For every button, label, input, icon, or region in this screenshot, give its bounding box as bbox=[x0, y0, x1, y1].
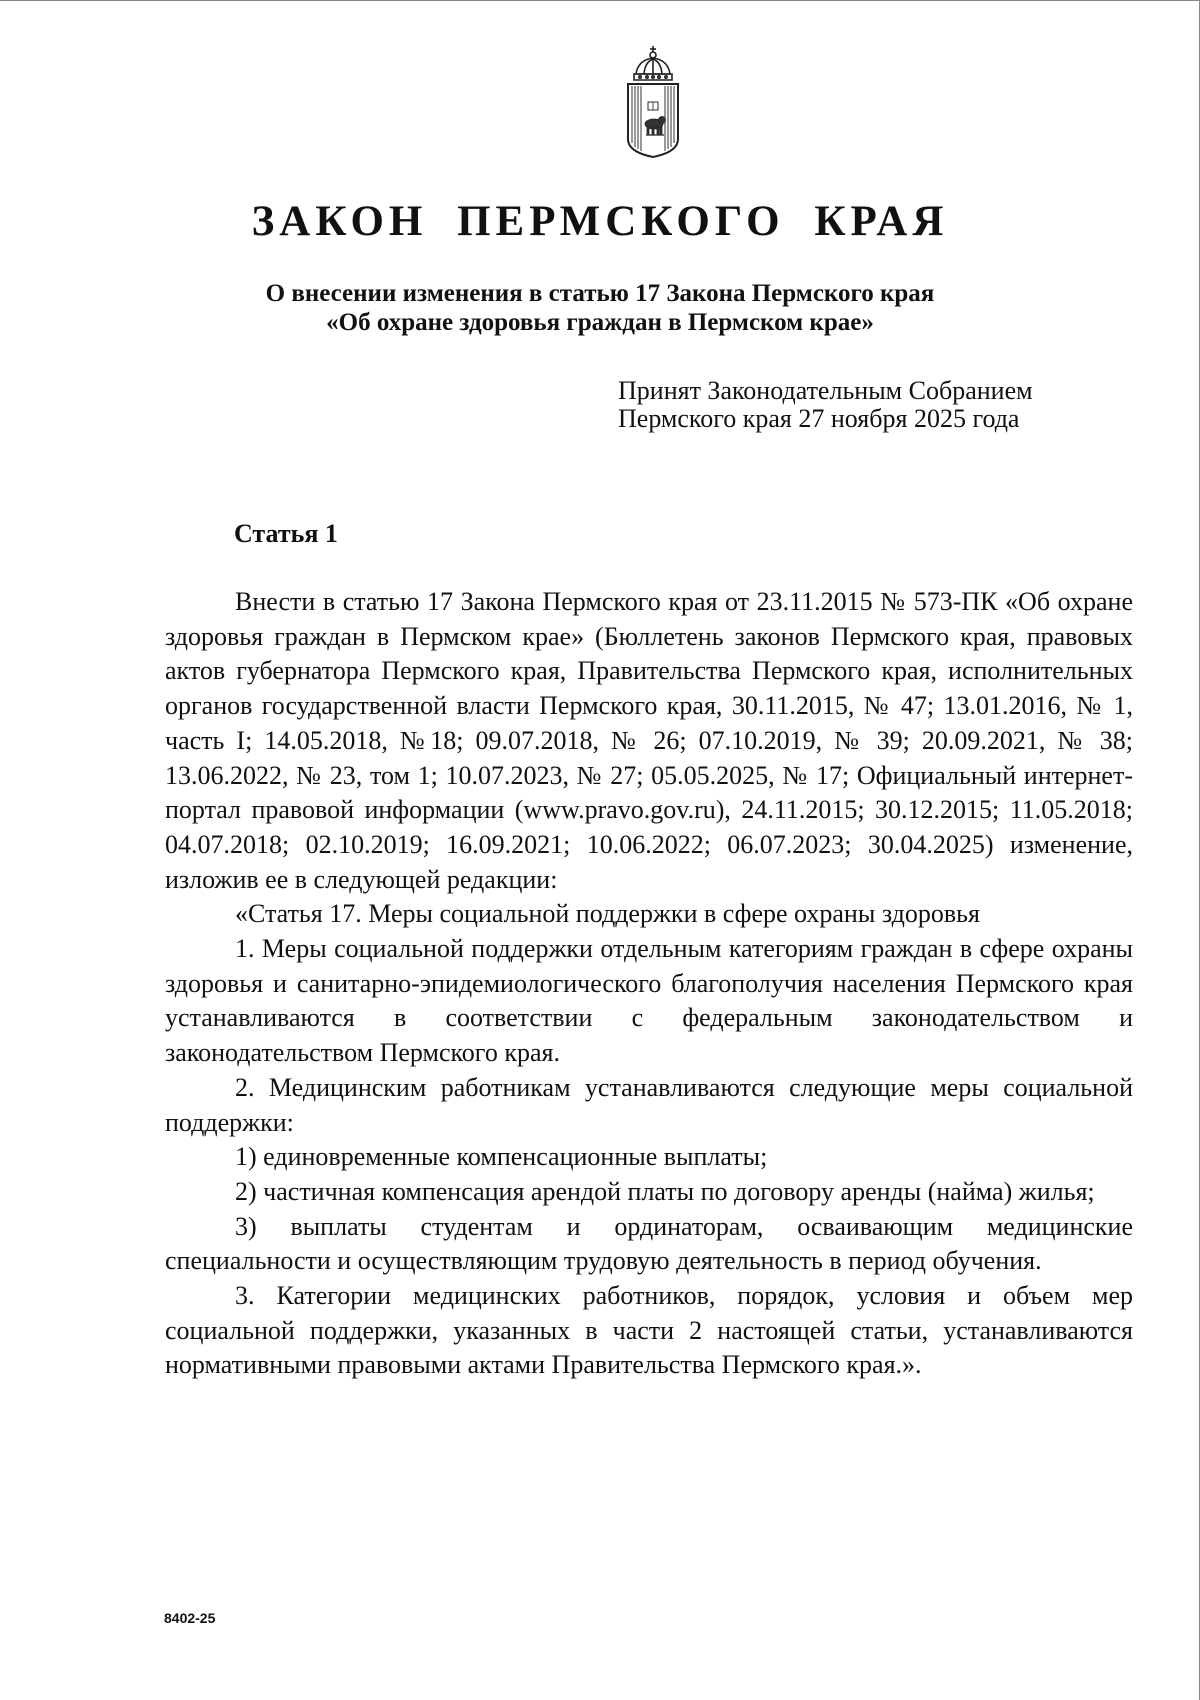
subtitle-line-1: О внесении изменения в статью 17 Закона Пермского края bbox=[265, 280, 935, 307]
paragraph-item-2: 2) частичная компенсация арендой платы по договору аренды (найма) жилья; bbox=[235, 1176, 1095, 1206]
document-subtitle bbox=[0, 279, 1200, 337]
adoption-line-2: Пермского края 27 ноября 2025 года bbox=[618, 404, 1020, 433]
article-heading: Статья 1 bbox=[234, 519, 338, 548]
paragraph-amendment: Внести в статью 17 Закона Пермского края от 23.11.2015 № 573-ПК «Об охране здоровья граждан в Пермском крае» (Бюллетень законов Пермского края, правовых актов губернатора Пермского края, Правительства Пермского края, исполнительных органов государственной власти Пермского края, 30.11.2015, № 47; 13.01.2016, № 1, часть I; 14.05.2018, №18; 09.07.2018, № 26; 07.10.2019, № 39; 20.09.2021, № 38; 13.06.2022, № 23, том 1; 10.07.2023, № 27; 05.05.2025, № 17; Официальный интернет-портал правовой информации (www.pravo.gov.ru), 24.11.2015; 30.12.2015; 11.05.2018; 04.07.2018; 02.10.2019; 16.09.2021; 10.06.2022; 06.07.2023; 30.04.2025) изменение, изложив ее в следующей редакции: bbox=[165, 587, 1133, 894]
paragraph-part-1: 1. Меры социальной поддержки отдельным категориям граждан в сфере охраны здоровья и санитарно-эпидемиологического благополучия населения Пермского края устанавливаются в соответствии с федеральным законодательством и законодательством Пермского края. bbox=[165, 934, 1133, 1068]
paragraph-article-17-title: «Статья 17. Меры социальной поддержки в сфере охраны здоровья bbox=[235, 899, 980, 929]
paragraph-part-3: 3. Категории медицинских работников, порядок, условия и объем мер социальной поддержки, указанных в части 2 настоящей статьи, устанавливаются нормативными правовыми актами Правительства Пермского края.». bbox=[165, 1281, 1133, 1380]
scan-edge-top bbox=[0, 0, 1200, 1]
paragraph-item-3: 3) выплаты студентам и ординаторам, осваивающим медицинские специальности и осуществляющим трудовую деятельность в период обучения. bbox=[165, 1211, 1133, 1276]
article-body bbox=[165, 585, 1133, 1383]
coat-of-arms-icon bbox=[618, 44, 688, 159]
paragraph-item-1: 1) единовременные компенсационные выплаты; bbox=[235, 1142, 768, 1172]
document-title: ЗАКОН ПЕРМСКОГО КРАЯ bbox=[251, 198, 949, 245]
adoption-note bbox=[618, 377, 1033, 433]
paragraph-part-2: 2. Медицинским работникам устанавливаются следующие меры социальной поддержки: bbox=[165, 1072, 1133, 1137]
document-code: 8402-25 bbox=[164, 1610, 216, 1626]
adoption-line-1: Принят Законодательным Собранием bbox=[618, 376, 1033, 405]
subtitle-line-2: «Об охране здоровья граждан в Пермском крае» bbox=[326, 309, 874, 336]
